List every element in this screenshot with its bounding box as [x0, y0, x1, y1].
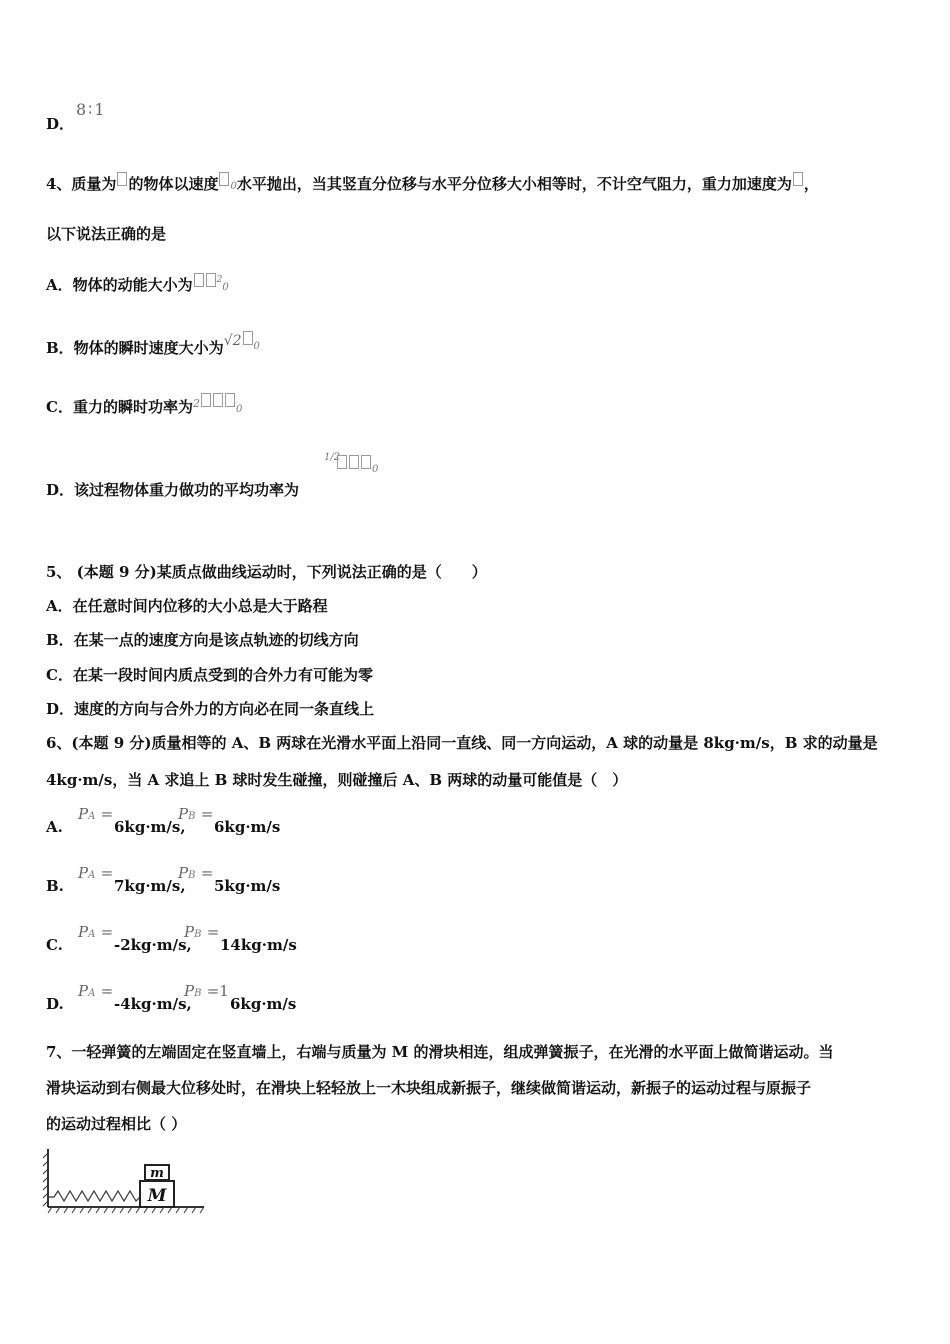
formula-symbol — [201, 393, 211, 407]
subscript-0: 0 — [253, 341, 260, 352]
subscript-a: A — [88, 929, 96, 940]
subscript-0: 0 — [372, 464, 379, 475]
q6-a-pa-value: 6kg·m/s, — [114, 818, 186, 836]
subscript-a: A — [88, 811, 96, 822]
q6-stem-line1: 6、(本题 9 分)质量相等的 A、B 两球在光滑水平面上沿同一直线、同一方向运动，A 球的动量是 8kg·m/s，B 求的动量是 — [46, 734, 878, 752]
momentum-p-b: P — [178, 805, 189, 823]
q4-stem — [46, 172, 819, 197]
q6-b-pb-value: 5kg·m/s — [214, 877, 281, 895]
formula-symbol — [225, 393, 235, 407]
velocity-symbol — [219, 172, 229, 186]
block-small-m-label: m — [150, 1166, 164, 1181]
subscript-b: B — [194, 929, 202, 940]
q4-option-a — [46, 270, 229, 298]
q6-b-pb — [178, 863, 213, 886]
equals-sign: = — [200, 864, 214, 882]
q6-b-pa-value: 7kg·m/s, — [114, 877, 186, 895]
formula-symbol — [361, 455, 371, 469]
subscript-0: 0 — [235, 404, 243, 415]
q5-stem: 5、 (本题 9 分)某质点做曲线运动时，下列说法正确的是（ ） — [46, 563, 487, 581]
q4-option-c — [46, 393, 242, 420]
q6-a-pb-value: 6kg·m/s — [214, 818, 281, 836]
q4-stem-text-d: ， — [803, 175, 819, 193]
q5-option-c: C．在某一段时间内质点受到的合外力有可能为零 — [46, 666, 373, 684]
equals-sign: = — [200, 805, 214, 823]
option-text: A．物体的动能大小为 — [46, 276, 193, 294]
q6-d-pb-value: 6kg·m/s — [230, 995, 297, 1013]
floor — [48, 1207, 204, 1213]
coefficient-2: 2 — [192, 397, 200, 410]
q5-option-b: B．在某一点的速度方向是该点轨迹的切线方向 — [46, 631, 359, 649]
wall — [43, 1149, 48, 1207]
subscript-b: B — [188, 811, 196, 822]
subscript-0: 0 — [222, 282, 229, 293]
momentum-p-a: P — [78, 864, 89, 882]
q7-line2: 滑块运动到右侧最大位移处时，在滑块上轻轻放上一木块组成新振子，继续做简谐运动，新振子的运动过程与原振子 — [46, 1079, 812, 1097]
q5-option-d: D．速度的方向与合外力的方向必在同一条直线上 — [46, 700, 375, 718]
q6-d-pa-value: -4kg·m/s, — [114, 995, 192, 1013]
momentum-p-a: P — [78, 982, 89, 1000]
mass-symbol — [117, 172, 127, 186]
velocity-symbol — [243, 331, 253, 345]
equals-sign: = — [100, 982, 114, 1000]
q6-option-a-label: A. — [46, 818, 63, 836]
q3-option-d — [46, 114, 74, 134]
option-text: C．重力的瞬时功率为 — [46, 398, 193, 416]
q6-option-c — [78, 922, 113, 945]
formula-symbol — [206, 273, 216, 287]
momentum-p-a: P — [78, 923, 89, 941]
gravity-symbol — [793, 172, 803, 186]
q7-line3: 的运动过程相比（ ） — [46, 1115, 187, 1133]
q5-option-a: A．在任意时间内位移的大小总是大于路程 — [46, 597, 328, 615]
momentum-p-b: P — [178, 864, 189, 882]
subscript-a: A — [88, 988, 96, 999]
spring — [48, 1191, 140, 1201]
equals-sign: = — [100, 923, 114, 941]
q4-option-b — [46, 331, 260, 358]
sqrt-2: √2 — [223, 333, 242, 349]
option-text: B．物体的瞬时速度大小为 — [46, 339, 224, 357]
momentum-p-b: P — [184, 923, 195, 941]
subscript-b: B — [194, 988, 202, 999]
momentum-p-a: P — [78, 805, 89, 823]
fraction-half: 1/2 — [324, 452, 341, 463]
q7-line1: 7、一轻弹簧的左端固定在竖直墙上，右端与质量为 M 的滑块相连，组成弹簧振子，在光滑的水平面上做简谐运动。当 — [46, 1043, 834, 1061]
formula-symbol — [213, 393, 223, 407]
q4-stem-text-a: 4、质量为 — [46, 175, 117, 193]
subscript-b: B — [188, 870, 196, 881]
equals-sign: = — [206, 923, 220, 941]
q6-c-pb-value: 14kg·m/s — [220, 936, 297, 954]
formula-symbol — [349, 455, 359, 469]
equals-sign: = — [100, 864, 114, 882]
q4-option-d: D．该过程物体重力做功的平均功率为 — [46, 481, 300, 499]
equals-sign: = — [100, 805, 114, 823]
q6-option-b-label: B. — [46, 877, 64, 895]
q4-stem-text-c: 水平抛出，当其竖直分位移与水平分位移大小相等时，不计空气阻力，重力加速度为 — [236, 175, 792, 193]
block-big-m-label: M — [147, 1186, 167, 1206]
superscript-2: 2 — [216, 275, 223, 285]
q6-c-pa-value: -2kg·m/s, — [114, 936, 192, 954]
q4-stem-line2: 以下说法正确的是 — [46, 225, 167, 243]
formula-symbol — [337, 455, 347, 469]
q6-option-d — [78, 981, 113, 1004]
formula-symbol — [194, 273, 204, 287]
q6-a-pb — [178, 804, 213, 827]
spring-oscillator-figure — [40, 1145, 210, 1217]
q6-option-a — [78, 804, 113, 827]
q6-option-d-label: D. — [46, 995, 64, 1013]
q6-option-b — [78, 863, 113, 886]
option-label: D． — [46, 115, 75, 133]
q4-stem-text-b: 的物体以速度 — [128, 175, 219, 193]
subscript-0: 0 — [230, 181, 237, 192]
ratio-value: 8∶1 — [76, 100, 107, 119]
q6-stem-line2: 4kg·m/s，当 A 求追上 B 球时发生碰撞，则碰撞后 A、B 两球的动量可能值是（ ） — [46, 771, 628, 789]
subscript-a: A — [88, 870, 96, 881]
q6-d-pb — [184, 981, 229, 1004]
equals-sign: =1 — [206, 982, 229, 1000]
q4-option-d-formula — [336, 455, 378, 480]
momentum-p-b: P — [184, 982, 195, 1000]
q6-option-c-label: C. — [46, 936, 63, 954]
q6-c-pb — [184, 922, 219, 945]
